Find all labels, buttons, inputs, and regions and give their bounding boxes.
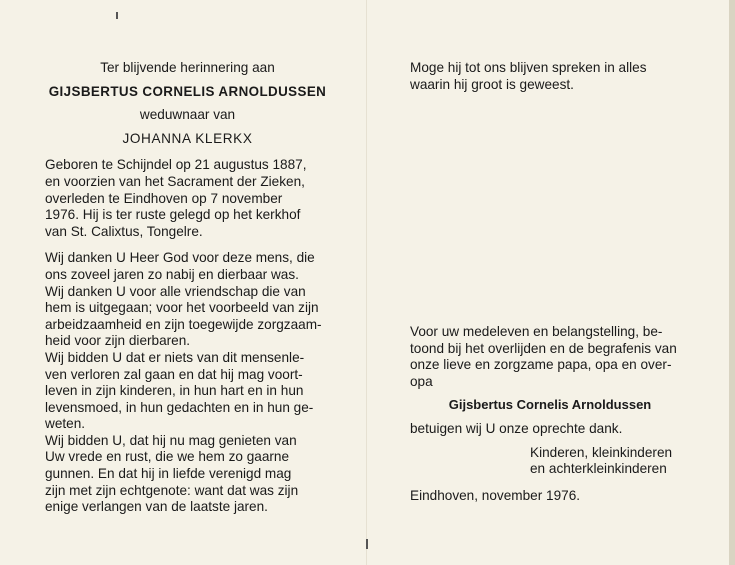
bio-line: overleden te Eindhoven op 7 november: [45, 190, 283, 206]
signature-line: en achterkleinkinderen: [530, 461, 667, 477]
prayer-line: heid voor zijn dierbaren.: [45, 333, 191, 349]
bio-line: en voorzien van het Sacrament der Zieken,: [45, 173, 305, 189]
prayer-line: leven in zijn kinderen, in hun hart en in hun: [45, 383, 304, 399]
biography: [45, 157, 330, 240]
deceased-name: GIJSBERTUS CORNELIS ARNOLDUSSEN: [48, 83, 327, 99]
prayer-line: Wij bidden U dat er niets van dit mensenle-: [45, 349, 305, 365]
prayer-line: arbeidzaamheid en zijn toegewijde zorgzaam-: [45, 316, 322, 332]
intro-text: Ter blijvende herinnering aan: [100, 60, 275, 75]
bio-line: 1976. Hij is ter ruste gelegd op het kerkhof: [45, 207, 301, 223]
quote-block: [410, 60, 690, 93]
signature-line: Kinderen, kleinkinderen: [530, 444, 673, 460]
relation-text: weduwnaar van: [139, 107, 236, 123]
thanks-line: onze lieve en zorgzame papa, opa en over-: [410, 357, 672, 373]
crop-mark-bottom: [366, 539, 368, 549]
prayer-line: gunnen. En dat hij in liefde verenigd mag: [45, 466, 292, 482]
prayer-line: levensmoed, in hun gedachten en in hun ge-: [45, 399, 314, 415]
prayer-line: ven verloren zal gaan en dat hij mag voort-: [45, 366, 303, 382]
prayer-line: Uw vrede en rust, die we hem zo gaarne: [45, 449, 290, 465]
prayer-line: zijn met zijn echtgenote: want dat was zijn: [45, 482, 299, 498]
prayer-line: weten.: [45, 416, 86, 432]
thanks-block: [410, 324, 690, 504]
spouse-name: JOHANNA KLERKX: [122, 130, 253, 146]
fold-line: [366, 0, 367, 565]
quote-line: Moge hij tot ons blijven spreken in alles: [410, 60, 647, 75]
card-edge: [729, 0, 735, 565]
prayer-line: Wij bidden U, dat hij nu mag genieten van: [45, 432, 297, 448]
prayer-line: enige verlangen van de laatste jaren.: [45, 499, 268, 515]
deceased-name-thanks: Gijsbertus Cornelis Arnoldussen: [448, 397, 652, 413]
thanks-line: opa: [410, 373, 433, 389]
place-date: Eindhoven, november 1976.: [410, 487, 581, 503]
left-panel: [45, 60, 330, 516]
thanks-line: toond bij het overlijden en de begrafenis van: [410, 340, 677, 356]
prayer-line: Wij danken U voor alle vriendschap die van: [45, 283, 306, 299]
prayer-line: ons zoveel jaren zo nabij en dierbaar was.: [45, 266, 299, 282]
prayer-line: hem is uitgegaan; voor het voorbeeld van zijn: [45, 300, 319, 316]
prayer-line: Wij danken U Heer God voor deze mens, die: [45, 250, 315, 266]
bio-line: van St. Calixtus, Tongelre.: [45, 223, 203, 239]
quote-line: waarin hij groot is geweest.: [410, 76, 574, 92]
prayer-text: [45, 250, 330, 516]
thanks-line: Voor uw medeleven en belangstelling, be-: [410, 324, 663, 339]
crop-mark-top: [116, 12, 118, 19]
bio-line: Geboren te Schijndel op 21 augustus 1887,: [45, 157, 307, 173]
thanks-end: betuigen wij U onze oprechte dank.: [410, 420, 623, 436]
